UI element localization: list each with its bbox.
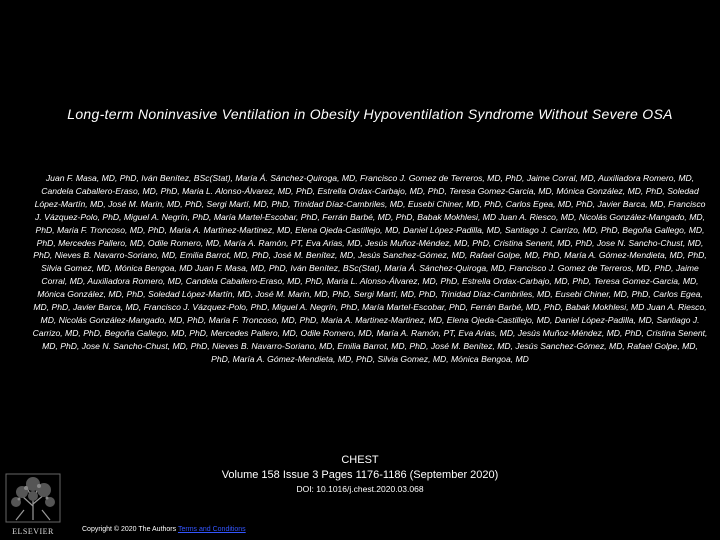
elsevier-logo — [4, 472, 62, 538]
journal-name: CHEST — [341, 454, 379, 466]
elsevier-wordmark: ELSEVIER — [12, 527, 54, 536]
doi-text: DOI: 10.1016/j.chest.2020.03.068 — [296, 484, 424, 494]
terms-link[interactable]: Terms and Conditions — [177, 526, 246, 533]
copyright-text: Copyright © 2020 The Authors — [82, 526, 177, 533]
author-list: Juan F. Masa, MD, PhD, Iván Benítez, BSc(Stat), María Á. Sánchez-Quiroga, MD, Francisco J. Gomez de Terreros, MD, PhD, Jaime Corral, MD, Auxiliadora Romero, MD, Candela Caballero-Eraso, MD, PhD, Maria L. Alonso-Álvarez, MD, PhD, Estrella Ordax-Carbajo, MD, PhD, Teresa Gomez-Garcia, MD, Mónica González, MD, PhD, Soledad López-Martín, MD, José M. Marin, MD, PhD, Sergi Martí, MD, PhD, Trinidad Díaz-Cambriles, MD, Eusebi Chiner, MD, PhD, Carlos Egea, MD, PhD, Javier Barca, MD, Francisco J. Vázquez-Polo, PhD, Miguel A. Negrín, PhD, María Martel-Escobar, PhD, Ferrán Barbé, MD, PhD, Babak Mokhlesi, MD Juan A. Riesco, MD, Nicolás González-Mangado, MD, PhD, Maria F. Troncoso, MD, PhD, Maria A. Martinez-Martinez, MD, Elena Ojeda-Castillejo, MD, Daniel López-Padilla, MD, Santiago J. Carrizo, MD, PhD, Begoña Gallego, MD, PhD, Mercedes Pallero, MD, Odile Romero, MD, María A. Ramón, PT, Eva Arias, MD, Jesús Muñoz-Méndez, MD, PhD, Cristina Senent, MD, PhD, Jose N. Sancho-Chust, MD, PhD, Nieves B. Navarro-Soriano, MD, Emilia Barrot, MD, PhD, José M. Benítez, MD, Jesús Sanchez-Gómez, MD, Rafael Golpe, MD, PhD, María A. Gómez-Mendieta, MD, PhD, Silvia Gomez, MD, Mónica Bengoa, MD Juan F. Masa, MD, PhD, Iván Benítez, BSc(Stat), María Á. Sánchez-Quiroga, MD, Francisco J. Gomez de Terreros, MD, PhD, Jaime Corral, MD, Auxiliadora Romero, MD, Candela Caballero-Eraso, MD, PhD, Maria L. Alonso-Álvarez, MD, PhD, Estrella Ordax-Carbajo, MD, PhD, Teresa Gomez-Garcia, MD, Mónica González, MD, PhD, Soledad López-Martín, MD, José M. Marin, MD, PhD, Sergi Martí, MD, PhD, Trinidad Díaz-Cambriles, MD, Eusebi Chiner, MD, PhD, Carlos Egea, MD, PhD, Javier Barca, MD, Francisco J. Vázquez-Polo, PhD, Miguel A. Negrín, PhD, María Martel-Escobar, PhD, Ferrán Barbé, MD, PhD, Babak Mokhlesi, MD Juan A. Riesco, MD, Nicolás González-Mangado, MD, PhD, Maria F. Troncoso, MD, PhD, Maria A. Martinez-Martinez, MD, Elena Ojeda-Castillejo, MD, Daniel López-Padilla, MD, Santiago J. Carrizo, MD, PhD, Begoña Gallego, MD, PhD, Mercedes Pallero, MD, Odile Romero, MD, María A. Ramón, PT, Eva Arias, MD, Jesús Muñoz-Méndez, MD, PhD, Cristina Senent, MD, PhD, Jose N. Sancho-Chust, MD, PhD, Nieves B. Navarro-Soriano, MD, Emilia Barrot, MD, PhD, José M. Benítez, MD, Jesús Sanchez-Gómez, MD, Rafael Golpe, MD, PhD, María A. Gómez-Mendieta, MD, PhD, Silvia Gomez, MD, Mónica Bengoa, MD — [32, 173, 708, 364]
journal-info — [160, 453, 560, 483]
journal-volume: Volume 158 Issue 3 Pages 1176-1186 (September 2020) — [221, 469, 499, 481]
article-title: Long-term Noninvasive Ventilation in Obesity Hypoventilation Syndrome Without Severe OSA — [67, 106, 673, 122]
footer — [82, 526, 246, 533]
elsevier-tree-icon — [4, 472, 62, 524]
